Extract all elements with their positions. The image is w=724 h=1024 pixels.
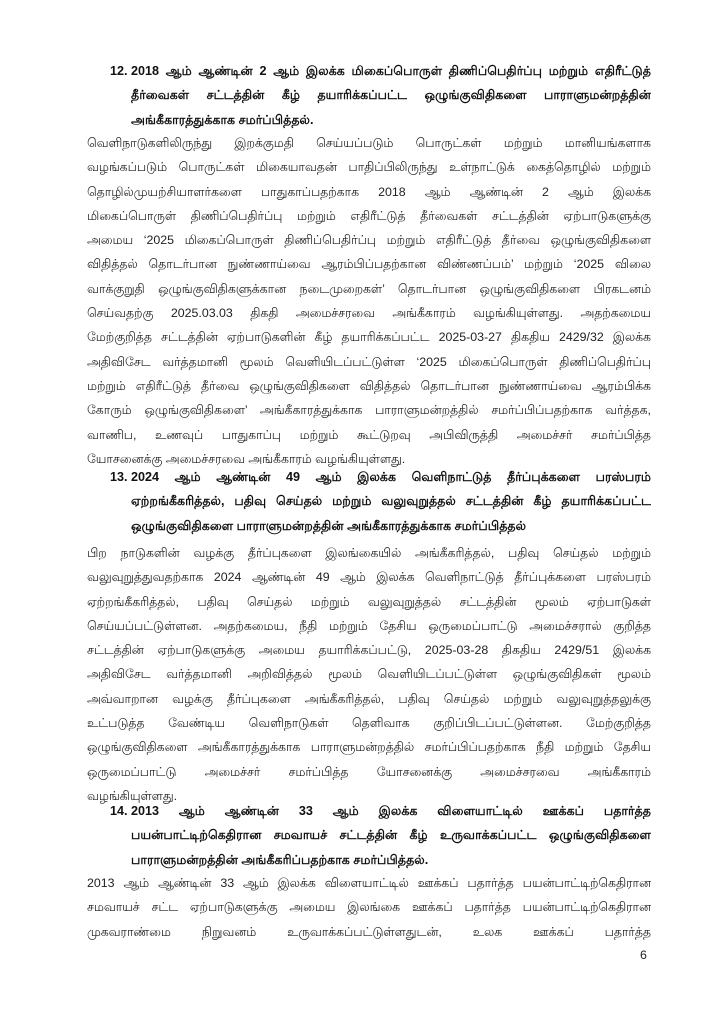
body-line: பிற நாடுகளின் வழக்கு தீர்ப்புகளை இலங்கையில் அங்கீகரித்தல், பதிவு செய்தல் மற்றும் bbox=[87, 546, 651, 560]
body-line: அமைய ‘2025 மிகைப்பொருள் திணிப்பெதிர்ப்பு மற்றும் எதிரீட்டுத் தீர்வை ஒழுங்குவிதிகளை bbox=[87, 233, 651, 248]
heading-line: அங்கீகாரத்துக்காக சமர்ப்பித்தல். bbox=[131, 112, 314, 127]
section-12-heading bbox=[110, 59, 651, 132]
section-13-body bbox=[87, 541, 651, 808]
body-line: ஒழுங்குவிதிகளை அங்கீகாரத்துக்காக பாராளுமன்றத்தில் சமர்ப்பிப்பதற்காக நீதி மற்றும் தேசிய bbox=[87, 740, 651, 755]
heading-line: ஏற்றங்கீகரித்தல், பதிவு செய்தல் மற்றும் வலுவுறுத்தல் சட்டத்தின் கீழ் தயாரிக்கப்பட்ட bbox=[131, 494, 651, 509]
body-line: ஒருமைப்பாட்டு அமைச்சர் சமர்ப்பித்த யோசனைக்கு அமைச்சரவை அங்கீகாரம் bbox=[87, 764, 651, 779]
body-line: மேற்குறித்த சட்டத்தின் ஏற்பாடுகளின் கீழ் தயாரிக்கப்பட்ட 2025-03-27 திகதிய 2429/32 இலக்க bbox=[87, 330, 651, 345]
heading-line: 2018 ஆம் ஆண்டின் 2 ஆம் இலக்க மிகைப்பொருள் திணிப்பெதிர்ப்பு மற்றும் எதிரீட்டுத் bbox=[131, 64, 651, 78]
section-13-heading bbox=[110, 465, 651, 538]
body-line: மற்றும் எதிரீட்டுத் தீர்வை ஒழுங்குவிதிகளை விதித்தல் தொடர்பான நுண்ணாய்வை ஆரம்பிக்க bbox=[87, 378, 651, 393]
body-line: சமவாயச் சட்ட ஏற்பாடுகளுக்கு அமைய இலங்கை ஊக்கப் பதார்த்த பயன்பாட்டிற்கெதிரான bbox=[87, 900, 651, 915]
body-line: அதிவிசேட வர்த்தமானி அறிவித்தல் மூலம் வெளியிடப்பட்டுள்ள ஒழுங்குவிதிகள் மூலம் bbox=[87, 667, 651, 682]
heading-line: 2024 ஆம் ஆண்டின் 49 ஆம் இலக்க வெளிநாட்டுத் தீர்ப்புக்களை பரஸ்பரம் bbox=[131, 470, 651, 484]
body-line: வழங்கப்படும் பொருட்கள் மிகையாவதன் பாதிப்பிலிருந்து உள்நாட்டுக் கைத்தொழில் மற்றும் bbox=[87, 160, 651, 175]
body-line: வாணிப, உணவுப் பாதுகாப்பு மற்றும் கூட்டுறவு அபிவிருத்தி அமைச்சர் சமர்ப்பித்த bbox=[87, 427, 651, 442]
body-line: செய்வதற்கு 2025.03.03 திகதி அமைச்சரவை அங்கீகாரம் வழங்கியுள்ளது. அதற்கமைய bbox=[87, 306, 651, 321]
body-line: வாக்குறுதி ஒழுங்குவிதிகளுக்கான நடைமுறைகள்’ தொடர்பான ஒழுங்குவிதிகளை பிரகடனம் bbox=[87, 281, 651, 296]
body-line: தொழில்முயற்சியாளர்களை பாதுகாப்பதற்காக 2018 ஆம் ஆண்டின் 2 ஆம் இலக்க bbox=[87, 184, 651, 199]
body-line: கோரும் ஒழுங்குவிதிகளை’ அங்கீகாரத்துக்காக பாராளுமன்றத்தில் சமர்ப்பிப்பதற்காக வர்த்தக, bbox=[87, 403, 651, 418]
heading-line: பயன்பாட்டிற்கெதிரான சமவாயச் சட்டத்தின் கீழ் உருவாக்கப்பட்ட ஒழுங்குவிதிகளை bbox=[131, 828, 651, 843]
body-line: வலுவுறுத்துவதற்காக 2024 ஆண்டின் 49 ஆம் இலக்க வெளிநாட்டுத் தீர்ப்புக்களை பரஸ்பரம் bbox=[87, 570, 651, 585]
body-line: வழங்கியுள்ளது. bbox=[87, 788, 178, 803]
body-line: வெளிநாடுகளிலிருந்து இறக்குமதி செய்யப்படும் பொருட்கள் மற்றும் மானியங்களாக bbox=[87, 136, 651, 150]
heading-line: பாராளுமன்றத்தின் அங்கீகரிப்பதற்காக சமர்ப்பித்தல். bbox=[131, 852, 429, 867]
section-14-heading bbox=[110, 799, 651, 872]
page-number: 6 bbox=[640, 948, 647, 962]
body-line: முகவராண்மை நிறுவனம் உருவாக்கப்பட்டுள்ளதுடன், உலக ஊக்கப் பதார்த்த bbox=[87, 924, 651, 939]
heading-line: ஒழுங்குவிதிகளை பாராளுமன்றத்தின் அங்கீகாரத்துக்காக சமர்ப்பித்தல் bbox=[131, 518, 527, 533]
body-line: விதித்தல் தொடர்பான நுண்ணாய்வை ஆரம்பிப்பதற்கான விண்ணப்பம்’ மற்றும் ‘2025 விலை bbox=[87, 257, 651, 272]
body-line: சட்டத்தின் ஏற்பாடுகளுக்கு அமைய தயாரிக்கப்பட்டு, 2025-03-28 திகதிய 2429/51 இலக்க bbox=[87, 643, 651, 658]
body-line: செய்யப்பட்டுள்ளன. அதற்கமைய, நீதி மற்றும் தேசிய ஒருமைப்பாட்டு அமைச்சரால் குறித்த bbox=[87, 618, 651, 633]
section-number: 13. bbox=[110, 470, 128, 484]
body-line: அதிவிசேட வர்த்தமானி மூலம் வெளியிடப்பட்டுள்ள ‘2025 மிகைப்பொருள் திணிப்பெதிர்ப்பு bbox=[87, 354, 651, 369]
body-line: ஏற்றங்கீகரித்தல், பதிவு செய்தல் மற்றும் வலுவுறுத்தல் சட்டத்தின் மூலம் ஏற்பாடுகள் bbox=[87, 594, 651, 609]
section-14-body bbox=[87, 871, 651, 944]
body-line: அவ்வாறான வழக்கு தீர்ப்புகளை அங்கீகரித்தல், பதிவு செய்தல் மற்றும் வலுவுறுத்தலுக்கு bbox=[87, 691, 651, 706]
body-line: 2013 ஆம் ஆண்டின் 33 ஆம் இலக்க விளையாட்டில் ஊக்கப் பதார்த்த பயன்பாட்டிற்கெதிரான bbox=[87, 876, 651, 890]
body-line: மிகைப்பொருள் திணிப்பெதிர்ப்பு மற்றும் எதிரீட்டுத் தீர்வைகள் சட்டத்தின் ஏற்பாடுகளுக்கு bbox=[87, 208, 651, 223]
section-12-body bbox=[87, 131, 651, 471]
section-number: 14. bbox=[110, 804, 128, 818]
section-number: 12. bbox=[110, 64, 128, 78]
body-line: உட்படுத்த வேண்டிய வெளிநாடுகள் தெளிவாக குறிப்பிடப்பட்டுள்ளன. மேற்குறித்த bbox=[87, 716, 651, 731]
heading-line: 2013 ஆம் ஆண்டின் 33 ஆம் இலக்க விளையாட்டில் ஊக்கப் பதார்த்த bbox=[131, 804, 651, 818]
heading-line: தீர்வைகள் சட்டத்தின் கீழ் தயாரிக்கப்பட்ட ஒழுங்குவிதிகளை பாராளுமன்றத்தின் bbox=[131, 88, 651, 103]
body-line: யோசனைக்கு அமைச்சரவை அங்கீகாரம் வழங்கியுள்ளது. bbox=[87, 451, 406, 466]
